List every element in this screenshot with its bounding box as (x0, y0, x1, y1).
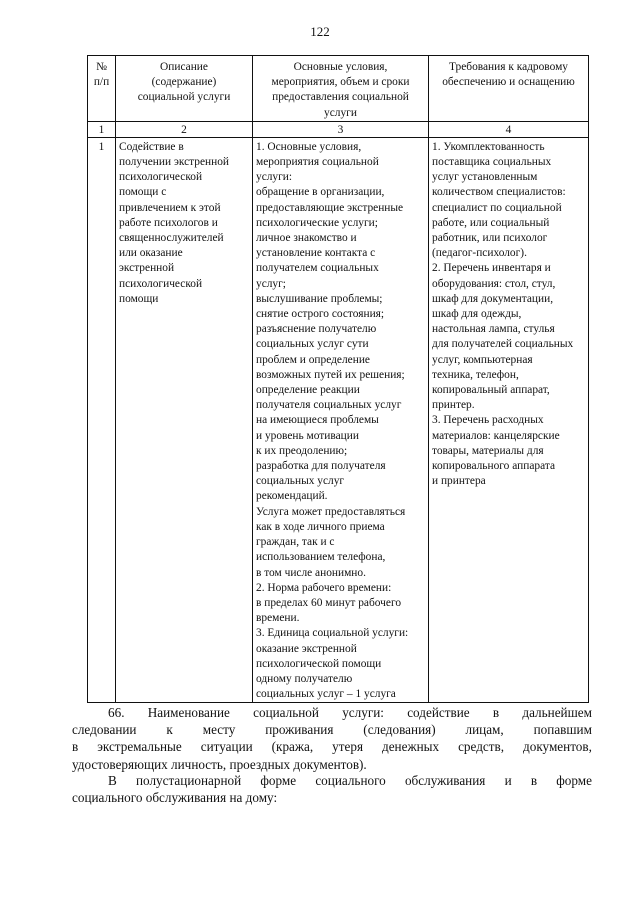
cell-line: услуг, компьютерная (432, 353, 533, 366)
word: ситуации (200, 739, 253, 755)
cell-line: работник, или психолог (432, 232, 548, 245)
cell-line: как в ходе личного приема (256, 520, 385, 533)
cell-line: граждан, так и с (256, 536, 335, 549)
cell-line: оборудования: стол, стул, (432, 277, 556, 290)
cell-line: проблем и определение (256, 353, 370, 366)
cell-line: для получателей социальных (432, 338, 574, 351)
text-line: социального обслуживания на дому: (72, 790, 278, 806)
cell-line: к их преодолению; (256, 444, 348, 457)
cell-line: социальных услуг (256, 475, 345, 488)
cell-line: получателя социальных услуг (256, 399, 402, 412)
cell-line: экстренной (119, 262, 175, 275)
word: в (72, 739, 79, 755)
cell-line: 2. Перечень инвентаря и (432, 262, 551, 275)
cell-line: определение реакции (256, 384, 360, 397)
word: средств, (458, 739, 505, 755)
cell-line: 1. Укомплектованность (432, 140, 545, 153)
header-num (88, 56, 116, 122)
column-number: 2 (116, 121, 253, 137)
cell-line: Содействие в (119, 140, 184, 153)
cell-line: копировального аппарата (432, 460, 555, 473)
column-number: 4 (429, 121, 589, 137)
cell-line: предоставляющие экстренные (256, 201, 404, 214)
cell-line: в том числе анонимно. (256, 566, 366, 579)
cell-line: Требования к кадровому (449, 61, 568, 73)
word: утеря (332, 739, 364, 755)
cell-line: времени. (256, 612, 300, 625)
paragraph-66 (72, 704, 592, 773)
cell-line: 1. Основные условия, (256, 140, 362, 153)
text-line (72, 704, 592, 721)
word: полустационарной (135, 773, 242, 788)
header-requirements (429, 56, 589, 122)
word: 66. (108, 705, 125, 720)
cell-line: обеспечению и оснащению (442, 76, 575, 89)
cell-line: специалист по социальной (432, 201, 562, 214)
word: попавшим (533, 722, 592, 738)
cell-line: (содержание) (151, 76, 217, 89)
cell-line: настольная лампа, стулья (432, 323, 555, 336)
service-description (116, 137, 253, 703)
cell-line: помощи (119, 292, 159, 305)
cell-line: установление контакта с (256, 247, 376, 260)
word: (следования) (363, 722, 436, 738)
word: проживания (265, 722, 334, 738)
word: и (504, 773, 512, 788)
word: социального (315, 773, 386, 788)
cell-line: разработка для получателя (256, 460, 386, 473)
cell-line: социальных услуг – 1 услуга (256, 688, 396, 701)
word: лицам, (465, 722, 504, 738)
cell-line: услуги (324, 106, 357, 119)
cell-line: товары, материалы для (432, 444, 544, 457)
word: социальной (253, 705, 319, 720)
word: экстремальные (97, 739, 182, 755)
word: в (530, 773, 538, 788)
page-number: 122 (310, 24, 330, 39)
header-description (116, 56, 253, 122)
cell-line: поставщика социальных (432, 156, 552, 169)
cell-line: психологической (119, 277, 203, 290)
cell-line: оказание экстренной (256, 642, 357, 655)
cell-line: копировальный аппарат, (432, 384, 550, 397)
cell-line: получателем социальных (256, 262, 379, 275)
cell-line: выслушивание проблемы; (256, 292, 383, 305)
cell-line: Описание (160, 61, 208, 73)
cell-line: получении экстренной (119, 156, 229, 169)
cell-line: шкаф для одежды, (432, 308, 522, 321)
cell-line: принтер. (432, 399, 475, 412)
word: (кража, (271, 739, 314, 755)
cell-line: психологические услуги; (256, 216, 378, 229)
cell-line: психологической помощи (256, 657, 382, 670)
cell-line: социальной услуги (137, 91, 231, 104)
word: месту (202, 722, 236, 738)
cell-line: и принтера (432, 475, 486, 488)
word: форме (260, 773, 297, 788)
cell-line: 2. Норма рабочего времени: (256, 581, 392, 594)
cell-line: и уровень мотивации (256, 429, 359, 442)
cell-line: 3. Перечень расходных (432, 414, 544, 427)
table-row (88, 137, 589, 703)
cell-line: (педагог-психолог). (432, 247, 527, 260)
cell-line: № (96, 61, 107, 73)
word: форме (556, 773, 592, 788)
cell-line: услуг установленным (432, 171, 538, 184)
cell-line: Услуга может предоставляться (256, 505, 406, 518)
text-line (72, 772, 592, 789)
text-line (72, 738, 592, 755)
row-number: 1 (88, 137, 116, 703)
cell-line: техника, телефон, (432, 368, 519, 381)
cell-line: услуг; (256, 277, 286, 290)
cell-line: Основные условия, (293, 61, 388, 73)
word: в (492, 705, 500, 720)
cell-line: в пределах 60 минут рабочего (256, 596, 402, 609)
cell-line: работе психологов и (119, 216, 218, 229)
cell-line: 3. Единица социальной услуги: (256, 627, 409, 640)
cell-line: количеством специалистов: (432, 186, 566, 199)
word: услуги: (342, 705, 384, 720)
cell-line: одному получателю (256, 672, 353, 685)
word: к (166, 722, 173, 738)
cell-line: обращение в организации, (256, 186, 385, 199)
word: дальнейшем (522, 705, 592, 720)
service-conditions (253, 137, 429, 703)
cell-line: услуги: (256, 171, 293, 184)
cell-line: привлечением к этой (119, 201, 221, 214)
cell-line: мероприятия социальной (256, 156, 379, 169)
cell-line: мероприятия, объем и сроки (271, 76, 410, 89)
header-conditions (253, 56, 429, 122)
cell-line: работе, или социальный (432, 216, 550, 229)
cell-line: использованием телефона, (256, 551, 386, 564)
word: следовании (72, 722, 137, 738)
table-header-row (88, 56, 589, 122)
column-number-row (88, 121, 589, 137)
cell-line: личное знакомство и (256, 232, 357, 245)
cell-line: или оказание (119, 247, 183, 260)
word: Наименование (147, 705, 230, 720)
cell-line: разъяснение получателю (256, 323, 377, 336)
service-requirements (429, 137, 589, 703)
cell-line: на имеющиеся проблемы (256, 414, 379, 427)
column-number: 3 (253, 121, 429, 137)
word: обслуживания (404, 773, 486, 788)
cell-line: предоставления социальной (272, 91, 409, 104)
social-services-table (87, 55, 589, 703)
word: содействие (407, 705, 470, 720)
cell-line: п/п (93, 76, 110, 89)
text-line: удостоверяющих личность, проездных документов). (72, 756, 367, 772)
cell-line: снятие острого состояния; (256, 308, 385, 321)
cell-line: рекомендаций. (256, 490, 328, 503)
cell-line: материалов: канцелярские (432, 429, 560, 442)
column-number: 1 (88, 121, 116, 137)
word: В (108, 773, 117, 788)
cell-line: психологической (119, 171, 203, 184)
word: денежных (381, 739, 440, 755)
cell-line: шкаф для документации, (432, 292, 554, 305)
cell-line: социальных услуг сути (256, 338, 369, 351)
paragraph-service-form (72, 772, 592, 806)
cell-line: помощи с (119, 186, 167, 199)
cell-line: священнослужителей (119, 232, 224, 245)
word: документов, (523, 739, 592, 755)
cell-line: возможных путей их решения; (256, 368, 405, 381)
text-line (72, 721, 592, 738)
